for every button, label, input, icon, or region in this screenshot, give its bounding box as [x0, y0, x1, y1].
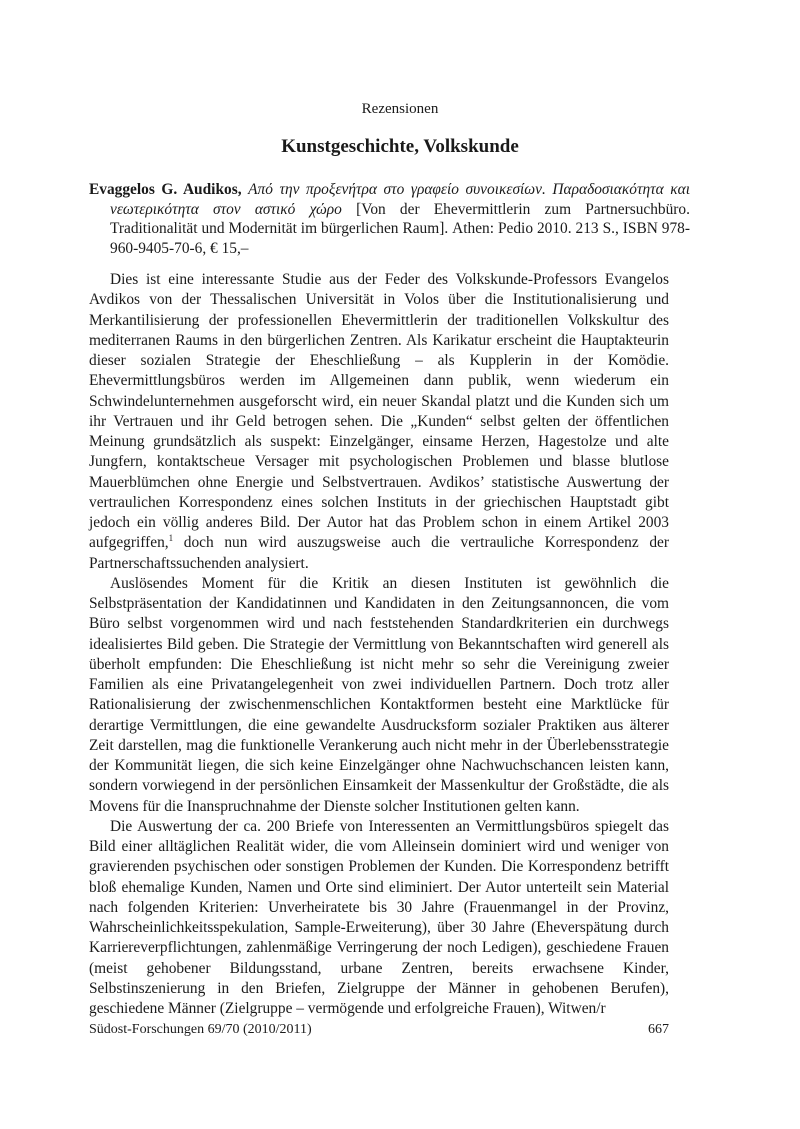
paragraph-2: Auslösendes Moment für die Kritik an diesen Instituten ist gewöhnlich die Selbstpräsentation der Kandidatinnen und Kandidaten in den Zeitungsannoncen, die vom Büro selbst vorgenommen wird und nach feststehenden Standardkriterien ein durchwegs idealisiertes Bild geben. Die Strategie der Vermittlung von Bekanntschaften wird generell als überholt empfunden: Die Eheschließung ist nicht mehr so sehr die Vereinigung zweier Familien als eine Privatangelegenheit von zwei individuellen Partnern. Doch trotz aller Rationalisierung der zwischenmenschlichen Kontaktformen besteht eine Marktlücke für derartige Vermittlungen, die eine gewandelte Ausdrucksform sozialer Praktiken aus älterer Zeit darstellen, mag die funktionelle Verankerung auch nicht mehr in der Überlebensstrategie der Kommunität liegen, die sich keine Einzelgänger ohne Nachwuchschancen leisten kann, sondern vorwiegend in der persönlichen Einsamkeit der Massenkultur der Großstädte, die als Movens für die Inanspruchnahme der Dienste solcher Institutionen gelten kann.: [89, 574, 669, 815]
review-author: Evaggelos G. Audikos,: [89, 181, 242, 198]
running-head: Rezensionen: [361, 101, 439, 117]
journal-citation: Südost-Forschungen 69/70 (2010/2011): [89, 1022, 312, 1037]
paragraph-3: Die Auswertung der ca. 200 Briefe von Interessenten an Vermittlungsbüros spiegelt das Bild einer alltäglichen Realität wider, die vom Alleinsein dominiert wird und weniger von gravierenden psychischen oder sonstigen Problemen der Kunden. Die Korrespondenz betrifft bloß ehemalige Kunden, Namen und Orte sind eliminiert. Der Autor unterteilt sein Material nach folgenden Kriterien: Unverheiratete bis 30 Jahre (Frauenmangel in der Provinz, Wahrscheinlichkeitsspekulation, Sample-Erweiterung), über 30 Jahre (Eheverspätung durch Karriereverpflichtungen, zahlenmäßige Verringerung der noch Ledigen), geschiedene Frauen (meist gehobener Bildungsstand, urbane Zentren, bereits erwachsene Kinder, Selbstinszenierung in den Briefen, Zielgruppe der Männer in gehobenen Berufen), geschiedene Männer (Zielgruppe – vermögende und erfolgreiche Frauen), Witwen/r: [89, 817, 669, 1017]
page-number: 667: [648, 1022, 669, 1037]
footnote-marker[interactable]: 1: [168, 533, 174, 544]
paragraph-1: Dies ist eine interessante Studie aus der Feder des Volkskunde-Professors Evangelos Avdikos von der Thessalischen Universität in Volos über die Institutionalisierung und Merkantilisierung der professionellen Ehevermittlerin der traditionellen Volkskultur des mediterranen Raums in den bürgerlichen Zentren. Als Karikatur erscheint die Hauptakteurin dieser sozialen Strategie der Eheschließung – als Kupplerin in der Komödie. Ehevermittlungsbüros werden im Allgemeinen dann publik, wenn wiederum ein Schwindelunternehmen ausgeforscht wird, ein neuer Skandal platzt und die Kunden sich um ihr Vertrauen und ihr Geld betrogen sehen. Die „Kunden“ selbst gelten der öffentlichen Meinung grundsätzlich als suspekt: Einzelgänger, einsame Herzen, Hagestolze und alte Jungfern, kontaktscheue Versager mit psychologischen Problemen und blasse blutlose Mauerblümchen ohne Energie und Selbstvertrauen. Avdikos’ statistische Auswertung der vertraulichen Korrespondenz eines solchen Instituts in der griechischen Hauptstadt gibt jedoch ein völlig anderes Bild. Der Autor hat das Problem schon in einem Artikel 2003 aufgegriffen,$^1$ doch nun wird auszugsweise auch die vertrauliche Korrespondenz der Partnerschaftssuchenden analysiert.: [89, 271, 669, 572]
bibliographic-details: [Von der Ehevermittlerin zum Partnersuchbüro. Traditionalität und Modernität im bürgerlichen Raum]. Athen: Pedio 2010. 213 S., ISBN 978-960-9405-70-6, € 15,–: [110, 200, 690, 257]
review-body: [89, 270, 669, 1019]
section-title: Kunstgeschichte, Volkskunde: [281, 136, 519, 157]
bibliographic-entry: [89, 180, 690, 258]
greek-book-title: Από την προξενήτρα στο γραφείο συνοικεσίων. Παραδοσιακότητα και νεωτερικότητα στον αστικό χώρο: [110, 181, 691, 218]
